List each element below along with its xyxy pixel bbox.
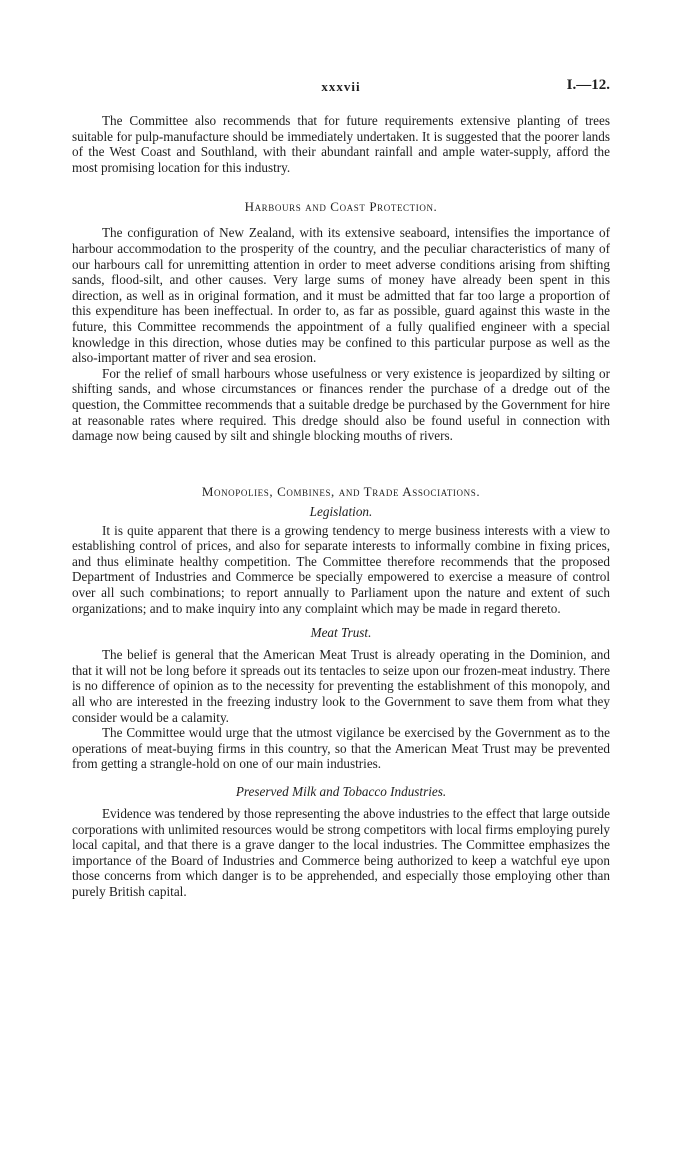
- paragraph-harbours-dredge: For the relief of small harbours whose usefulness or very existence is jeopardized by silting or shifting sands, and whose circumstances or finances render the purchase of a dredge out of the question, the Committee recommends that a suitable dredge be purchased by the Government for hire at reasonable rates where required. This dredge should also be found useful in connection with damage now being caused by silt and shingle blocking mouths of rivers.: [72, 365, 610, 444]
- paragraph-meat-trust-vigilance: The Committee would urge that the utmost vigilance be exercised by the Government as to the operations of meat-buying firms in this country, so that the American Meat Trust may be prevented from getting a strangle-hold on one of our main industries.: [72, 725, 610, 772]
- paragraph-harbours-configuration: The configuration of New Zealand, with its extensive seaboard, intensifies the importance of harbour accommodation to the prosperity of the country, and the peculiar characteristics of many of our harbours call for unremitting attention in order to meet adverse conditions arising from shifting sands, flood-silt, and other causes. Very large sums of money have already been spent in this direction, as well as in original formation, and it must be admitted that far too large a proportion of this expenditure has been ineffectual. In order to, as far as possible, guard against this waste in the future, this Committee recommends the appointment of a fully qualified engineer with a special knowledge in this direction, whose duties may be confined to this particular purpose as well as the also-important matter of river and sea erosion.: [72, 225, 610, 366]
- page-body: [72, 113, 610, 900]
- paragraph-legislation: It is quite apparent that there is a growing tendency to merge business interests with a view to establishing control of prices, and also for separate interests to informally combine in fixing prices, and thus eliminate healthy competition. The Committee therefore recommends that the proposed Department of Industries and Commerce be specially empowered to exercise a measure of control over all such combinations; to report annually to Parliament upon the nature and extent of such organizations; and to make inquiry into any complaint which may be made in regard thereto.: [72, 522, 610, 616]
- document-reference: I.—12.: [566, 77, 610, 93]
- paragraph-milk-tobacco: Evidence was tendered by those representing the above industries to the effect that large outside corporations with unlimited resources would be strong competitors with local firms employing purely local capital, and that there is a grave danger to the local industries. The Committee emphasizes the importance of the Board of Industries and Commerce being authorized to keep a watchful eye upon those concerns from which danger is to be apprehended, and especially those employing other than purely British capital.: [72, 806, 610, 899]
- heading-legislation: Legislation.: [309, 503, 373, 519]
- page-header: [72, 79, 610, 99]
- heading-harbours: Harbours and Coast Protection.: [244, 199, 438, 215]
- paragraph-pulp-planting: The Committee also recommends that for future requirements extensive planting of trees suitable for pulp-manufacture should be immediately undertaken. It is suggested that the poorer lands of the West Coast and Southland, with their abundant rainfall and ample water-supply, afford the most promising location for this industry.: [72, 113, 610, 175]
- heading-monopolies: Monopolies, Combines, and Trade Associations.: [201, 483, 481, 499]
- page-number: xxxvii: [321, 79, 361, 94]
- paragraph-meat-trust-belief: The belief is general that the American Meat Trust is already operating in the Dominion, and that it will not be long before it spreads out its tentacles to seize upon our frozen-meat industry. There is no difference of opinion as to the necessity for preventing the establishment of this monopoly, and all who are interested in the freezing industry look to the Government to save them from what they consider would be a calamity.: [72, 647, 610, 725]
- heading-milk-tobacco: Preserved Milk and Tobacco Industries.: [235, 784, 447, 799]
- heading-meat-trust: Meat Trust.: [310, 625, 372, 641]
